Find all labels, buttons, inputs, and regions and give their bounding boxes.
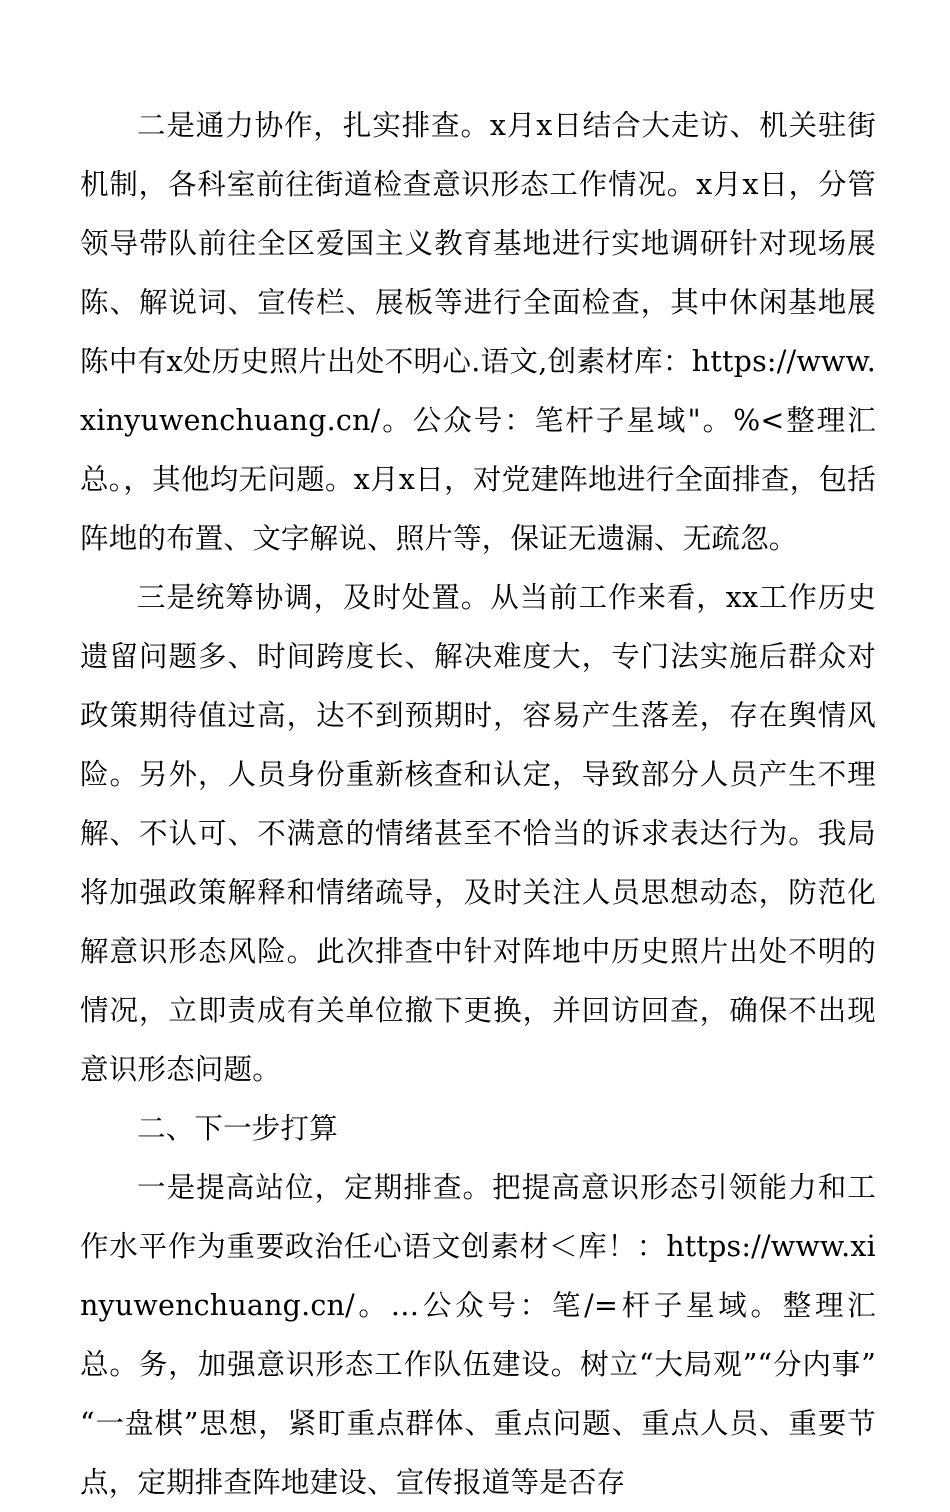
heading-next-step: 二、下一步打算 [137, 1112, 338, 1145]
paragraph-tongchou-xietiao: 三是统筹协调，及时处置。从当前工作来看，xx工作历史遗留问题多、时间跨度长、解决难度大，专门法实施后群众对政策期待值过高，达不到预期时，容易产生落差，存在舆情风险。另外，人员身份重新核查和认定，导致部分人员产生不理解、不认可、不满意的情绪甚至不恰当的诉求表达行为。我局将加强政策解释和情绪疏导，及时关注人员思想动态，防范化解意识形态风险。此次排查中针对阵地中历史照片出处不明的情况，立即责成有关单位撤下更换，并回访回查，确保不出现意识形态问题。 [80, 581, 876, 1086]
document-body [80, 96, 876, 1512]
paragraph-tigao-zhanwei: 一是提高站位，定期排查。把提高意识形态引领能力和工作水平作为重要政治任心语文创素材＜库！：https://www.xinyuwenchuang.cn/。…公众号：笔/=杆子星域。整理汇总。务，加强意识形态工作队伍建设。树立“大局观”“分内事”“一盘棋”思想，紧盯重点群体、重点问题、重点人员、重要节点，定期排查阵地建设、宣传报道等是否存 [80, 1171, 876, 1499]
paragraph-tongli-xiezuo: 二是通力协作，扎实排查。x月x日结合大走访、机关驻街机制，各科室前往街道检查意识形态工作情况。x月x日，分管领导带队前往全区爱国主义教育基地进行实地调研针对现场展陈、解说词、宣传栏、展板等进行全面检查，其中休闲基地展陈中有x处历史照片出处不明心.语文,创素材库：https://www.xinyuwenchuang.cn/。公众号：笔杆子星域"。%<整理汇总。，其他均无问题。x月x日，对党建阵地进行全面排查，包括阵地的布置、文字解说、照片等，保证无遗漏、无疏忽。 [80, 109, 876, 555]
